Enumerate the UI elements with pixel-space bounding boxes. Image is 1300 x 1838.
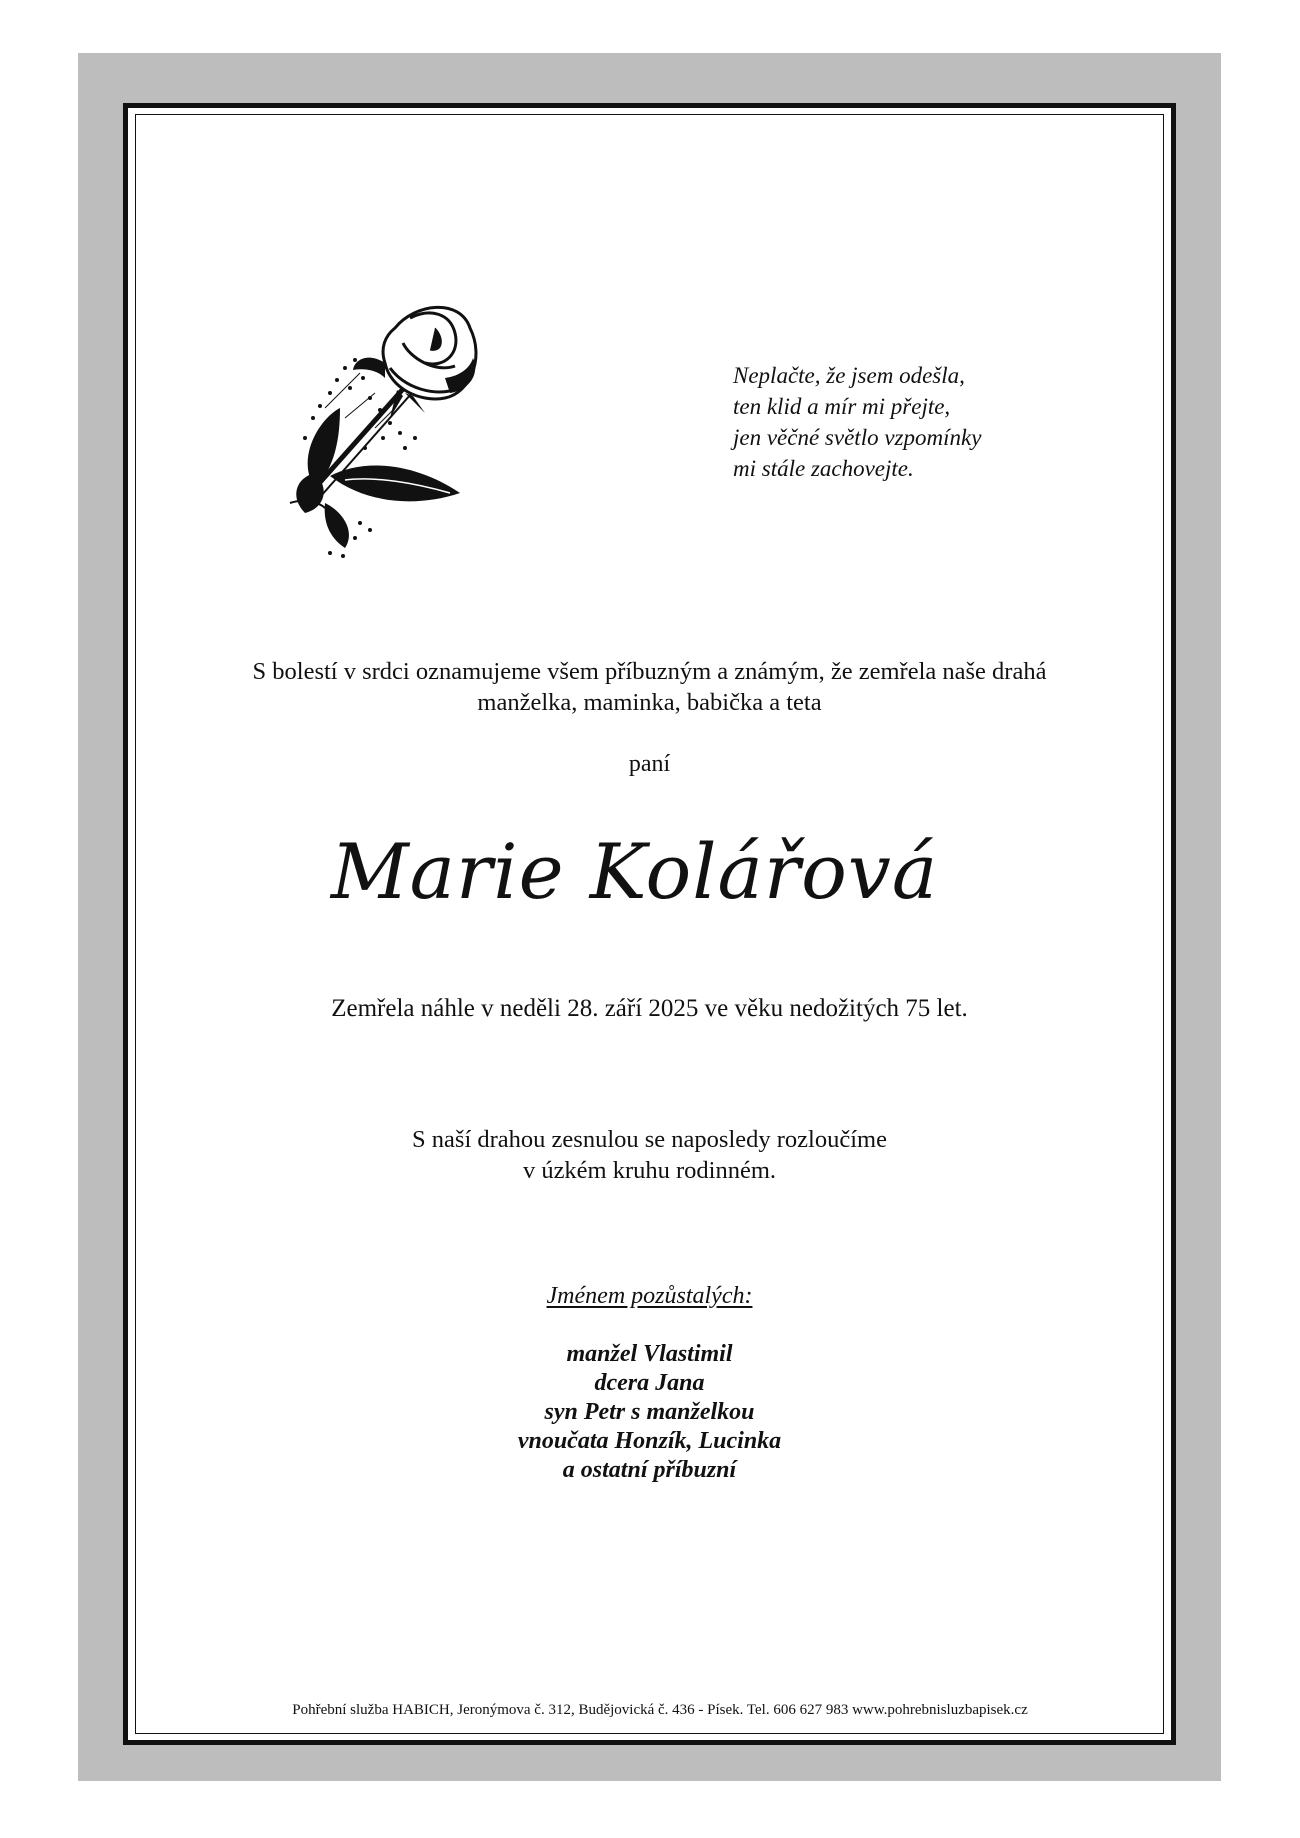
salutation: paní — [628, 751, 671, 777]
mourner: syn Petr s manželkou — [544, 1399, 755, 1425]
poem-line: Neplačte, že jsem odešla, — [733, 363, 965, 388]
mourner: manžel Vlastimil — [566, 1341, 733, 1367]
rose-icon — [285, 298, 505, 560]
on-behalf-label: Jménem pozůstalých: — [546, 1283, 753, 1309]
poem — [733, 360, 981, 484]
black-border-frame — [123, 103, 1176, 1745]
announcement-line: S bolestí v srdci oznamujeme všem příbuzným a známým, že zemřela naše drahá — [252, 658, 1047, 685]
farewell-line: v úzkém kruhu rodinném. — [522, 1157, 777, 1184]
mourner: a ostatní příbuzní — [562, 1457, 737, 1483]
mourners-list — [135, 1340, 1164, 1485]
mourner: dcera Jana — [594, 1370, 705, 1396]
on-behalf-heading — [135, 1283, 1164, 1310]
farewell-notice — [135, 1124, 1164, 1186]
mourner: vnoučata Honzík, Lucinka — [517, 1428, 782, 1454]
announcement-line: manželka, maminka, babička a teta — [477, 689, 822, 716]
poem-line: mi stále zachovejte. — [733, 456, 914, 481]
announcement — [135, 656, 1164, 718]
deceased-name: Marie Kolářová — [330, 827, 939, 916]
farewell-line: S naší drahou zesnulou se naposledy rozloučíme — [412, 1126, 887, 1153]
funeral-service-footer: Pohřební služba HABICH, Jeronýmova č. 312, Budějovická č. 436 - Písek. Tel. 606 627 983 www.pohrebnisluzbapisek.cz — [292, 1702, 1028, 1718]
death-notice: Zemřela náhle v neděli 28. září 2025 ve věku nedožitých 75 let. — [331, 995, 968, 1022]
poem-line: jen věčné světlo vzpomínky — [733, 425, 982, 450]
poem-line: ten klid a mír mi přejte, — [733, 394, 951, 419]
